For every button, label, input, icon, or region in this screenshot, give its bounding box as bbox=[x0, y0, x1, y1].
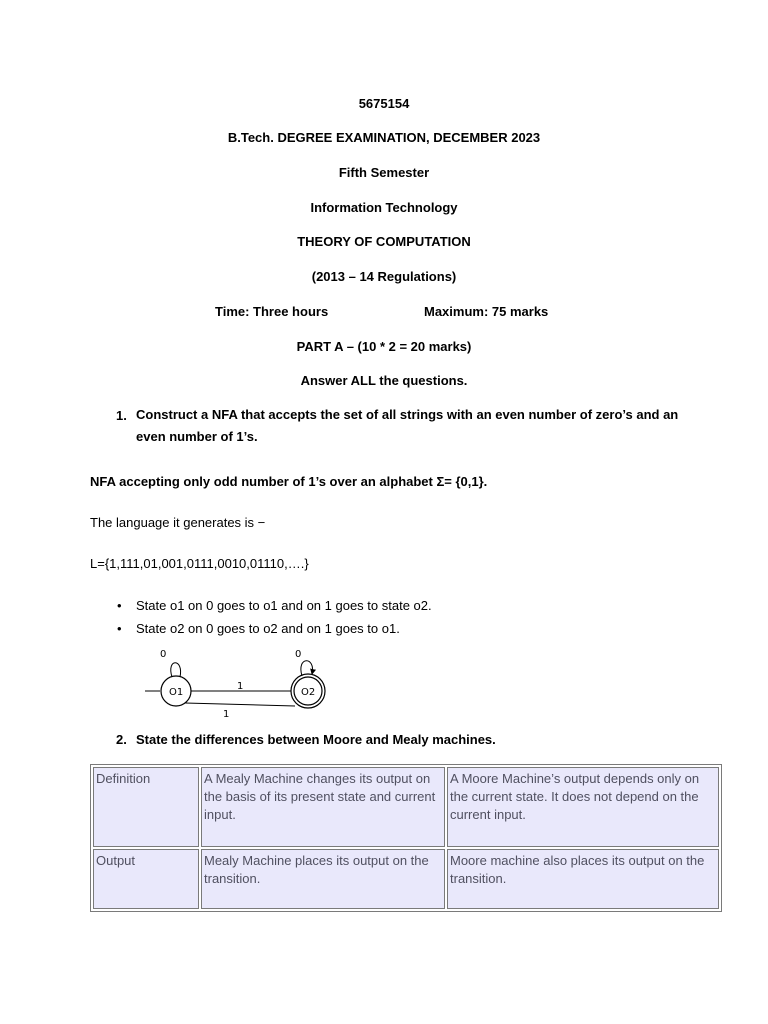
exam-time: Time: Three hours bbox=[215, 304, 329, 319]
question-1-number: 1. bbox=[116, 408, 127, 423]
comparison-table bbox=[90, 764, 722, 912]
table-cell: Mealy Machine places its output on the transition. bbox=[201, 849, 445, 909]
table-cell: Output bbox=[93, 849, 199, 909]
nfa-diagram bbox=[140, 644, 340, 722]
semester: Fifth Semester bbox=[338, 165, 430, 180]
question-1-text: Construct a NFA that accepts the set of all strings with an even number of zero’s and an even number of 1’s. bbox=[136, 407, 679, 444]
exam-title: B.Tech. DEGREE EXAMINATION, DECEMBER 2023 bbox=[227, 130, 541, 145]
list-item: State o1 on 0 goes to o1 and on 1 goes to state o2. bbox=[136, 598, 432, 613]
question-2-text: State the differences between Moore and Mealy machines. bbox=[136, 732, 496, 747]
edge-top-label: 1 bbox=[237, 681, 244, 692]
loop-o1 bbox=[171, 663, 181, 677]
answer-1-heading: NFA accepting only odd number of 1’s over an alphabet Σ= {0,1}. bbox=[90, 474, 488, 489]
edge-o2-o1 bbox=[185, 703, 295, 706]
department: Information Technology bbox=[310, 200, 458, 215]
table-cell: Moore machine also places its output on the transition. bbox=[447, 849, 719, 909]
bullet-icon: • bbox=[117, 598, 122, 613]
table-cell: A Mealy Machine changes its output on the basis of its present state and current input. bbox=[201, 767, 445, 847]
table-cell: Definition bbox=[93, 767, 199, 847]
language-set: L={1,111,01,001,0111,0010,01110,….} bbox=[90, 556, 309, 571]
question-2-number: 2. bbox=[116, 732, 127, 747]
loop-o2-label: 0 bbox=[295, 649, 302, 660]
regulations: (2013 – 14 Regulations) bbox=[311, 269, 457, 284]
edge-bottom-label: 1 bbox=[223, 709, 230, 720]
max-marks: Maximum: 75 marks bbox=[424, 304, 549, 319]
language-intro: The language it generates is − bbox=[90, 515, 266, 530]
loop-o1-label: 0 bbox=[160, 649, 167, 660]
part-heading: PART A – (10 * 2 = 20 marks) bbox=[296, 339, 472, 354]
subject-title: THEORY OF COMPUTATION bbox=[297, 234, 471, 249]
list-item: State o2 on 0 goes to o2 and on 1 goes to o1. bbox=[136, 621, 400, 636]
state-o1-label: O1 bbox=[169, 687, 184, 698]
table-row bbox=[93, 767, 719, 847]
table-row bbox=[93, 849, 719, 909]
bullet-icon: • bbox=[117, 621, 122, 636]
instruction: Answer ALL the questions. bbox=[300, 373, 468, 388]
state-o2-label: O2 bbox=[301, 687, 316, 698]
table-cell: A Moore Machine’s output depends only on the current state. It does not depend on the current input. bbox=[447, 767, 719, 847]
exam-code: 5675154 bbox=[358, 96, 410, 111]
